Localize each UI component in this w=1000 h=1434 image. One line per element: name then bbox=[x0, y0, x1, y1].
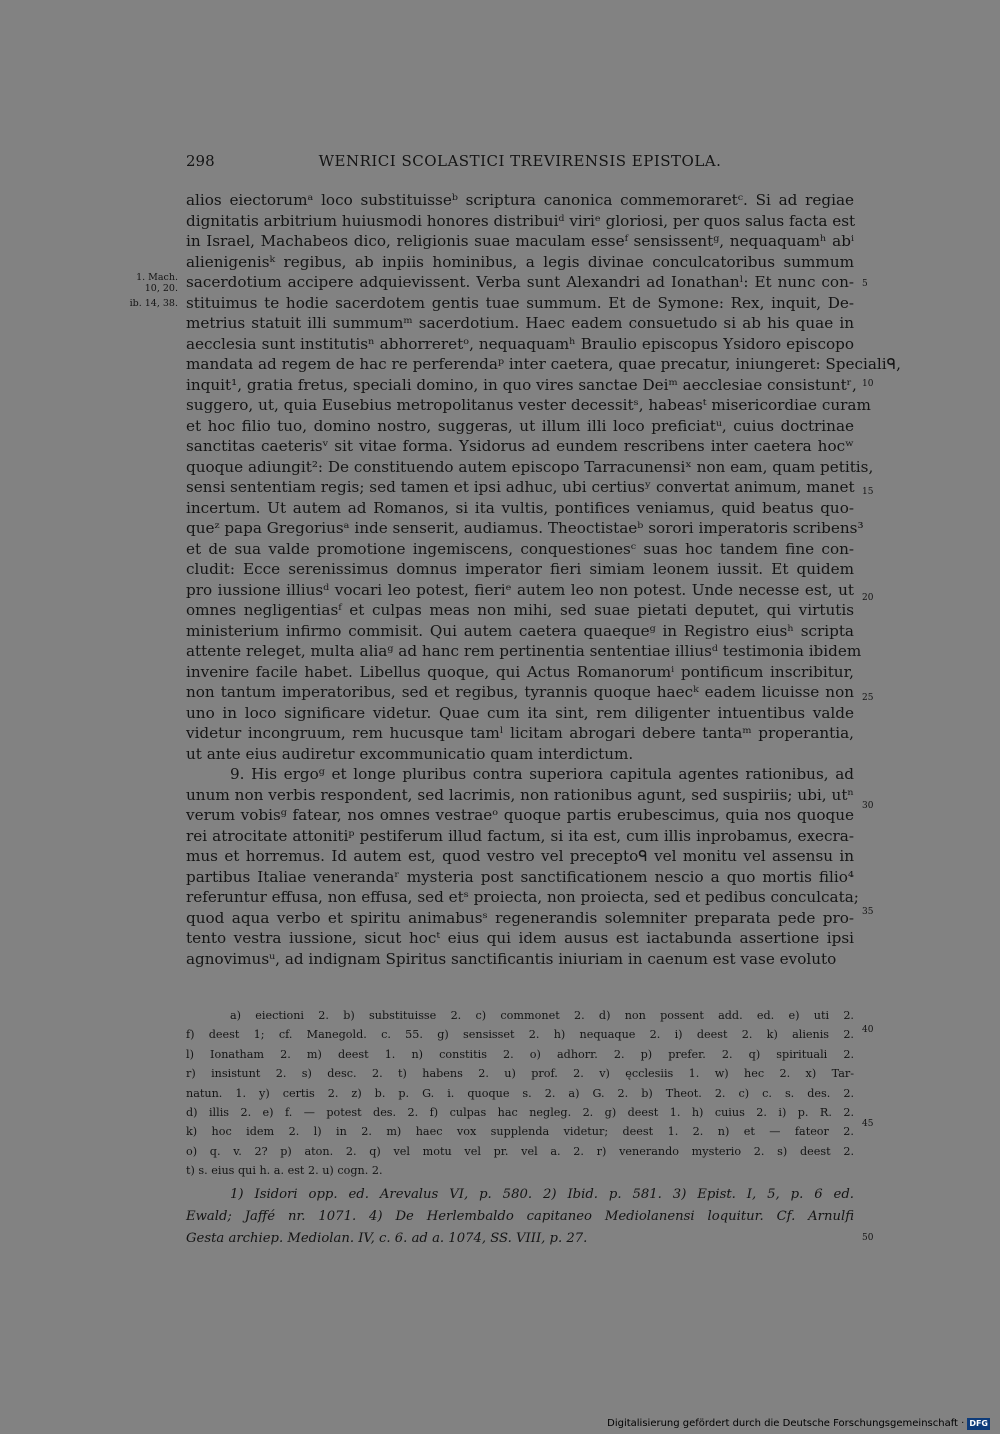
reference-line: Gesta archiep. Mediolan. IV, c. 6. ad a. 1074, SS. VIII, p. 27. bbox=[186, 1231, 588, 1246]
text-line: alienigenisᵏ regibus, ab inpiis hominibus, a legis divinae conculcatoribus summum bbox=[186, 252, 854, 271]
footnote-line: t) s. eius qui h. a. est 2. u) cogn. 2. bbox=[186, 1164, 383, 1178]
line-number: 30 bbox=[862, 801, 874, 811]
page-number: 298 bbox=[186, 152, 215, 170]
text-line: 9. His ergoᵍ et longe pluribus contra superiora capitula agentes rationibus, ad bbox=[230, 765, 854, 783]
digitization-credit bbox=[600, 1418, 990, 1432]
text-line: incertum. Ut autem ad Romanos, si ita vultis, pontifices veniamus, quid beatus quo- bbox=[186, 498, 854, 517]
running-title: WENRICI SCOLASTICI TREVIRENSIS EPISTOLA. bbox=[318, 152, 722, 170]
line-number: 45 bbox=[862, 1119, 874, 1129]
text-line: quod aqua verbo et spiritu animabusˢ regenerandis solemniter preparata pede pro- bbox=[186, 908, 854, 927]
line-number: 20 bbox=[862, 593, 874, 603]
text-line: mandata ad regem de hac re perferendaᵖ inter caetera, quae precatur, iniungeret: Specialiᑫ, bbox=[186, 355, 902, 373]
text-line: non tantum imperatoribus, sed et regibus, tyrannis quoque haecᵏ eadem licuisse non bbox=[186, 683, 854, 701]
credit-text: Digitalisierung gefördert durch die Deutsche Forschungsgemeinschaft · bbox=[607, 1418, 965, 1429]
text-line: et de sua valde promotione ingemiscens, conquestionesᶜ suas hoc tandem fine con- bbox=[186, 539, 854, 558]
text-line: alios eiectorumᵃ loco substituisseᵇ scriptura canonica commemoraretᶜ. Si ad regiae bbox=[186, 191, 854, 209]
line-number: 15 bbox=[862, 487, 874, 497]
footnote-line: f) deest 1; cf. Manegold. c. 55. g) sensisset 2. h) nequaque 2. i) deest 2. k) alienis 2. bbox=[186, 1028, 854, 1042]
page-header bbox=[186, 152, 854, 176]
text-line: mus et horremus. Id autem est, quod vestro vel preceptoᑫ vel monitu vel assensu in bbox=[186, 847, 854, 865]
text-line: quoque adiungit²: De constituendo autem episcopo Tarracunensiˣ non eam, quam petitis, bbox=[186, 457, 874, 476]
text-line: attente releget, multa aliaᵍ ad hanc rem pertinentia sententiae illiusᵈ testimonia ibidem bbox=[186, 642, 862, 660]
text-line: pro iussione illiusᵈ vocari leo potest, fieriᵉ autem leo non potest. Unde necesse est, ut bbox=[186, 580, 854, 599]
line-number: 35 bbox=[862, 907, 874, 917]
dfg-logo: DFG bbox=[969, 1419, 988, 1428]
margin-note: ib. 14, 38. bbox=[129, 298, 178, 309]
footnote-line: a) eiectioni 2. b) substituisse 2. c) commonet 2. d) non possent add. ed. e) uti 2. bbox=[230, 1009, 854, 1022]
text-line: ut ante eius audiretur excommunicatio quam interdictum. bbox=[186, 744, 634, 763]
line-number: 50 bbox=[862, 1233, 874, 1243]
footnote-line: d) illis 2. e) f. — potest des. 2. f) culpas hac negleg. 2. g) deest 1. h) cuius 2. i) p. R. 2. bbox=[186, 1106, 854, 1119]
text-line: metrius statuit illi summumᵐ sacerdotium. Haec eadem consuetudo si ab his quae in bbox=[186, 314, 854, 332]
text-line: stituimus te hodie sacerdotem gentis tuae summum. Et de Symone: Rex, inquit, De- bbox=[186, 293, 854, 312]
footnote-line: o) q. v. 2? p) aton. 2. q) vel motu vel pr. vel a. 2. r) venerando mysterio 2. s) deest 2. bbox=[186, 1144, 854, 1158]
text-line: videtur incongruum, rem hucusque tamˡ licitam abrogari debere tantaᵐ properantia, bbox=[186, 724, 854, 742]
text-line: invenire facile habet. Libellus quoque, qui Actus Romanorumⁱ pontificum inscribitur, bbox=[186, 662, 854, 681]
text-line: queᶻ papa Gregoriusᵃ inde senserit, audiamus. Theoctistaeᵇ sorori imperatoris scribens³ bbox=[186, 519, 864, 537]
text-line: omnes negligentiasᶠ et culpas meas non mihi, sed suae pietati deputet, qui virtutis bbox=[186, 601, 854, 619]
text-line: uno in loco significare videtur. Quae cum ita sint, rem diligenter intuentibus valde bbox=[186, 703, 854, 722]
reference-line: Ewald; Jaffé nr. 1071. 4) De Herlembaldo capitaneo Mediolanensi loquitur. Cf. Arnulfi bbox=[186, 1209, 854, 1224]
text-line: rei atrocitate attonitiᵖ pestiferum illud factum, si ita est, cum illis inprobamus, execra- bbox=[186, 826, 854, 845]
footnote-line: l) Ionatham 2. m) deest 1. n) constitis 2. o) adhorr. 2. p) prefer. 2. q) spirituali 2. bbox=[186, 1047, 854, 1061]
line-number: 40 bbox=[862, 1025, 874, 1035]
line-number: 5 bbox=[862, 279, 868, 289]
line-number: 25 bbox=[862, 693, 874, 703]
footnote-line: natun. 1. y) certis 2. z) b. p. G. i. quoque s. 2. a) G. 2. b) Theot. 2. c) c. s. des. 2. bbox=[186, 1086, 854, 1100]
text-line: dignitatis arbitrium huiusmodi honores distribuiᵈ viriᵉ gloriosi, per quos salus facta est bbox=[186, 211, 856, 230]
text-line: ministerium infirmo commisit. Qui autem caetera quaequeᵍ in Registro eiusʰ scripta bbox=[186, 621, 854, 640]
text-line: agnovimusᵘ, ad indignam Spiritus sanctificantis iniuriam in caenum est vase evoluto bbox=[186, 949, 837, 968]
text-line: sacerdotium accipere adquievissent. Verba sunt Alexandri ad Ionathanˡ: Et nunc con- bbox=[186, 273, 854, 291]
text-line: aecclesia sunt institutisⁿ abhorreretᵒ, nequaquamʰ Braulio episcopus Ysidoro episcopo bbox=[186, 334, 854, 353]
text-line: sanctitas caeterisᵛ sit vitae forma. Ysidorus ad eundem rescribens inter caetera hocʷ bbox=[186, 437, 854, 455]
margin-note: 1. Mach. 10, 20. bbox=[136, 272, 178, 294]
reference-line: 1) Isidori opp. ed. Arevalus VI, p. 580. 2) Ibid. p. 581. 3) Epist. I, 5, p. 6 ed. bbox=[230, 1187, 854, 1202]
line-number: 10 bbox=[862, 379, 874, 389]
text-line: partibus Italiae venerandaʳ mysteria post sanctificationem nescio a quo mortis filio⁴ bbox=[186, 867, 854, 886]
text-line: referuntur effusa, non effusa, sed etˢ proiecta, non proiecta, sed et pedibus conculcata; bbox=[186, 888, 859, 906]
text-line: in Israel, Machabeos dico, religionis suae maculam esseᶠ sensissentᵍ, nequaquamʰ abⁱ bbox=[186, 232, 854, 250]
text-line: sensi sententiam regis; sed tamen et ipsi adhuc, ubi certiusʸ convertat animum, manet bbox=[186, 478, 855, 496]
text-line: tento vestra iussione, sicut hocᵗ eius qui idem ausus est iactabunda assertione ipsi bbox=[186, 929, 854, 947]
text-line: et hoc filio tuo, domino nostro, suggeras, ut illum illi loco preficiatᵘ, cuius doctrinae bbox=[186, 416, 854, 435]
footnote-line: k) hoc idem 2. l) in 2. m) haec vox supplenda videtur; deest 1. 2. n) et — fateor 2. bbox=[186, 1125, 854, 1139]
text-line: inquit¹, gratia fretus, speciali domino, in quo vires sanctae Deiᵐ aecclesiae consistuntʳ, bbox=[186, 375, 857, 394]
text-line: unum non verbis respondent, sed lacrimis, non rationibus agunt, sed suspiriis; ubi, utⁿ bbox=[186, 785, 854, 804]
footnote-line: r) insistunt 2. s) desc. 2. t) habens 2. u) prof. 2. v) ęcclesiis 1. w) hec 2. x) Tar- bbox=[186, 1067, 854, 1081]
text-line: verum vobisᵍ fatear, nos omnes vestraeᵒ quoque partis erubescimus, quia nos quoque bbox=[186, 806, 854, 824]
text-line: suggero, ut, quia Eusebius metropolitanus vester decessitˢ, habeasᵗ misericordiae curam bbox=[186, 396, 871, 414]
text-line: cludit: Ecce serenissimus domnus imperator fieri simiam leonem iussit. Et quidem bbox=[186, 560, 854, 578]
